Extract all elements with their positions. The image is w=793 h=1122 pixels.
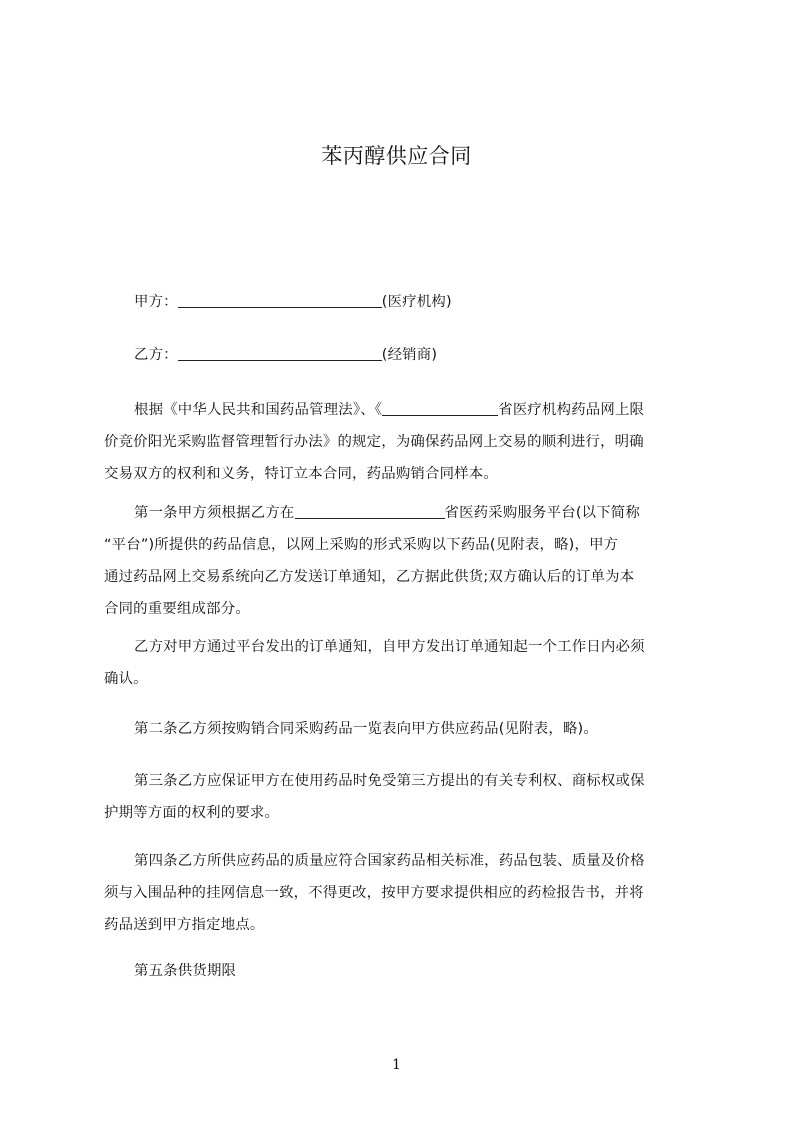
party-b-suffix: (经销商) — [381, 347, 438, 363]
party-b-label: 乙方： — [134, 347, 178, 363]
article-1-text: 第一条甲方须根据乙方在 — [134, 505, 295, 521]
party-a-blank[interactable] — [178, 293, 382, 308]
article-3-paragraph — [104, 765, 702, 829]
article-1-text: 省医药采购服务平台(以下简称 — [444, 505, 640, 521]
party-a-suffix: (医疗机构) — [381, 294, 452, 310]
article-3-text: 护期等方面的权利的要求。 — [104, 805, 280, 821]
preamble-text: 省医疗机构药品网上限 — [498, 402, 645, 418]
party-b-blank[interactable] — [178, 346, 382, 361]
preamble-text: 交易双方的权利和义务，特订立本合同，药品购销合同样本。 — [104, 466, 498, 482]
article-1-note-text: 乙方对甲方通过平台发出的订单通知，自甲方发出订单通知起一个工作日内必须 — [134, 639, 645, 655]
article-2-paragraph — [104, 713, 702, 745]
article-1-text: “平台”)所提供的药品信息，以网上采购的形式采购以下药品(见附表，略)，甲方 — [104, 537, 619, 553]
party-a-line — [104, 286, 732, 318]
article-3-text: 第三条乙方应保证甲方在使用药品时免受第三方提出的有关专利权、商标权或保 — [134, 773, 645, 789]
article-5-paragraph — [104, 955, 702, 987]
page-number: 1 — [392, 1057, 401, 1073]
preamble-text: 根据《中华人民共和国药品管理法》、《 — [134, 402, 383, 418]
party-a-label: 甲方： — [134, 294, 178, 310]
preamble-text: 价竞价阳光采购监督管理暂行办法》的规定，为确保药品网上交易的顺利进行，明确 — [104, 434, 644, 450]
article-5-heading: 第五条供货期限 — [134, 963, 237, 979]
article-2-text: 第二条乙方须按购销合同采购药品一览表向甲方供应药品(见附表，略)。 — [134, 721, 598, 737]
article-4-text: 药品送到甲方指定地点。 — [104, 917, 265, 933]
party-b-line — [104, 339, 732, 371]
article-1-text: 通过药品网上交易系统向乙方发送订单通知，乙方据此供货;双方确认后的订单为本 — [104, 569, 635, 585]
article-1-paragraph — [104, 497, 702, 625]
article-1-note-paragraph — [104, 631, 702, 695]
article-4-paragraph — [104, 845, 702, 941]
article-4-text: 第四条乙方所供应药品的质量应符合国家药品相关标准，药品包装、质量及价格 — [134, 853, 645, 869]
article-1-text: 合同的重要组成部分。 — [104, 601, 250, 617]
province-blank-2[interactable] — [295, 504, 445, 519]
province-blank-1[interactable] — [382, 401, 498, 416]
document-title: 苯丙醇供应合同 — [321, 144, 472, 168]
article-4-text: 须与入围品种的挂网信息一致，不得更改，按甲方要求提供相应的药检报告书，并将 — [104, 885, 644, 901]
article-1-note-text: 确认。 — [104, 671, 148, 687]
preamble-paragraph — [104, 394, 702, 490]
